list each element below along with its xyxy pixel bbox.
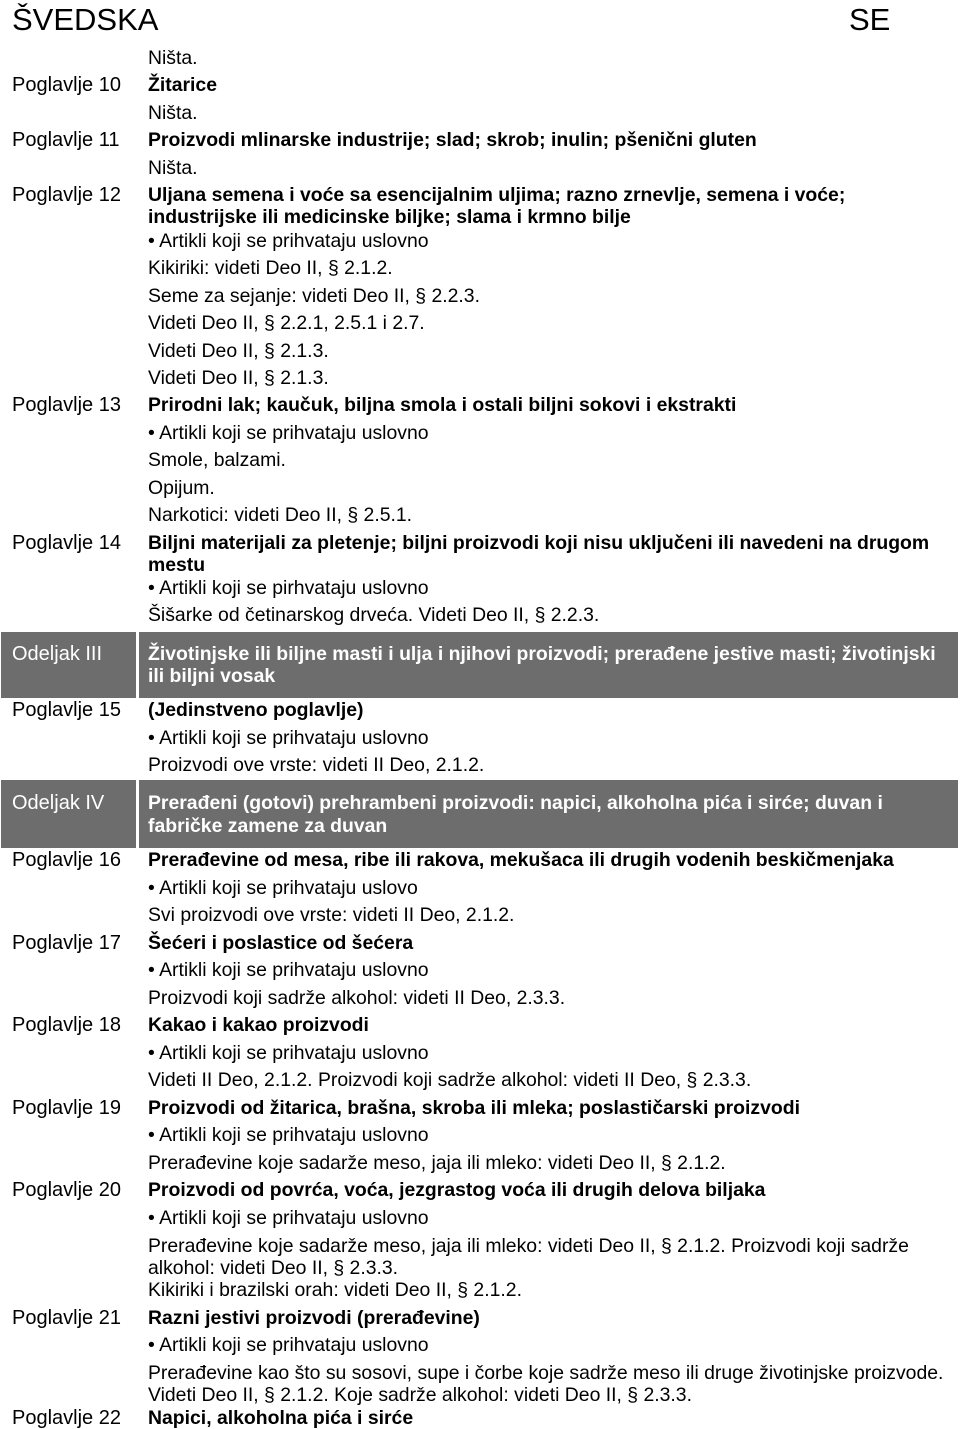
conditional-note: • Artikli koji se prihvataju uslovno xyxy=(148,1124,429,1146)
section-band-label xyxy=(1,632,136,698)
note-line: Svi proizvodi ove vrste: videti II Deo, 2.1.2. xyxy=(148,904,515,926)
chapter-title: Proizvodi mlinarske industrije; slad; skrob; inulin; pšenični gluten xyxy=(148,129,757,151)
note-line: Prerađevine koje sadarže meso, jaja ili mleko: videti Deo II, § 2.1.2. Proizvodi koji sadrže xyxy=(148,1235,909,1257)
chapter-title: Razni jestivi proizvodi (prerađevine) xyxy=(148,1307,480,1329)
note-line: Ništa. xyxy=(148,102,198,124)
note-line: Videti II Deo, 2.1.2. Proizvodi koji sadrže alkohol: videti II Deo, § 2.3.3. xyxy=(148,1069,752,1091)
chapter-label: Poglavlje 10 xyxy=(12,74,121,96)
conditional-note: • Artikli koji se prihvataju uslovno xyxy=(148,422,429,444)
note-line: Videti Deo II, § 2.2.1, 2.5.1 i 2.7. xyxy=(148,312,425,334)
section-band-label xyxy=(1,780,136,848)
conditional-note: • Artikli koji se prihvataju uslovno xyxy=(148,1207,429,1229)
chapter-title: industrijske ili medicinske biljke; slama i krmno bilje xyxy=(148,206,631,228)
conditional-note: • Artikli koji se prihvataju uslovno xyxy=(148,230,429,252)
conditional-note: • Artikli koji se pirhvataju uslovno xyxy=(148,577,429,599)
section-band-title xyxy=(139,780,958,848)
note-line: Videti Deo II, § 2.1.3. xyxy=(148,340,329,362)
chapter-title: Napici, alkoholna pića i sirće xyxy=(148,1407,414,1429)
chapter-label: Poglavlje 19 xyxy=(12,1097,121,1119)
chapter-title: (Jedinstveno poglavlje) xyxy=(148,699,364,721)
chapter-label: Poglavlje 20 xyxy=(12,1179,121,1201)
chapter-title: Proizvodi od povrća, voća, jezgrastog voća ili drugih delova biljaka xyxy=(148,1179,766,1201)
note-line: alkohol: videti Deo II, § 2.3.3. xyxy=(148,1257,399,1279)
country-code: SE xyxy=(849,2,891,37)
page-title: ŠVEDSKA xyxy=(12,2,159,37)
chapter-label: Poglavlje 22 xyxy=(12,1407,121,1429)
note-line: Seme za sejanje: videti Deo II, § 2.2.3. xyxy=(148,285,480,307)
note-line: Ništa. xyxy=(148,157,198,179)
conditional-note: • Artikli koji se prihvataju uslovno xyxy=(148,1334,429,1356)
note-line: Prerađevine koje sadarže meso, jaja ili mleko: videti Deo II, § 2.1.2. xyxy=(148,1152,726,1174)
section-title: fabričke zamene za duvan xyxy=(148,815,388,837)
chapter-title: Proizvodi od žitarica, brašna, skroba ili mleka; poslastičarski proizvodi xyxy=(148,1097,800,1119)
section-band-title xyxy=(139,632,958,698)
chapter-title: Prerađevine od mesa, ribe ili rakova, mekušaca ili drugih vodenih beskičmenjaka xyxy=(148,849,894,871)
carryover-note: Ništa. xyxy=(148,47,198,69)
section-title: Prerađeni (gotovi) prehrambeni proizvodi: napici, alkoholna pića i sirće; duvan i xyxy=(148,792,883,814)
section-label: Odeljak III xyxy=(12,643,103,665)
section-title: ili biljni vosak xyxy=(148,665,276,687)
note-line: Videti Deo II, § 2.1.3. xyxy=(148,367,329,389)
chapter-title: Prirodni lak; kaučuk, biljna smola i ostali biljni sokovi i ekstrakti xyxy=(148,394,737,416)
note-line: Kikiriki: videti Deo II, § 2.1.2. xyxy=(148,257,393,279)
chapter-label: Poglavlje 15 xyxy=(12,699,121,721)
note-line: Narkotici: videti Deo II, § 2.5.1. xyxy=(148,504,413,526)
chapter-title: Uljana semena i voće sa esencijalnim uljima; razno zrnevlje, semena i voće; xyxy=(148,184,846,206)
conditional-note: • Artikli koji se prihvataju uslovno xyxy=(148,727,429,749)
note-line: Opijum. xyxy=(148,477,215,499)
note-line: Proizvodi koji sadrže alkohol: videti II Deo, 2.3.3. xyxy=(148,987,566,1009)
chapter-label: Poglavlje 17 xyxy=(12,932,121,954)
conditional-note: • Artikli koji se prihvataju uslovno xyxy=(148,959,429,981)
note-line: Proizvodi ove vrste: videti II Deo, 2.1.2. xyxy=(148,754,485,776)
chapter-label: Poglavlje 14 xyxy=(12,532,121,554)
note-line: Šišarke od četinarskog drveća. Videti Deo II, § 2.2.3. xyxy=(148,604,600,626)
chapter-title: Žitarice xyxy=(148,74,217,96)
chapter-label: Poglavlje 13 xyxy=(12,394,121,416)
chapter-label: Poglavlje 12 xyxy=(12,184,121,206)
chapter-label: Poglavlje 11 xyxy=(12,129,120,151)
note-line: Smole, balzami. xyxy=(148,449,286,471)
conditional-note: • Artikli koji se prihvataju uslovo xyxy=(148,877,418,899)
note-line: Prerađevine kao što su sosovi, supe i čorbe koje sadrže meso ili druge životinjske proizvode. xyxy=(148,1362,944,1384)
chapter-label: Poglavlje 18 xyxy=(12,1014,121,1036)
note-line: Videti Deo II, § 2.1.2. Koje sadrže alkohol: videti Deo II, § 2.3.3. xyxy=(148,1384,692,1406)
chapter-title: Biljni materijali za pletenje; biljni proizvodi koji nisu uključeni ili navedeni na drugom xyxy=(148,532,930,554)
chapter-title: mestu xyxy=(148,554,206,576)
chapter-label: Poglavlje 21 xyxy=(12,1307,121,1329)
conditional-note: • Artikli koji se prihvataju uslovno xyxy=(148,1042,429,1064)
chapter-label: Poglavlje 16 xyxy=(12,849,121,871)
section-label: Odeljak IV xyxy=(12,792,105,814)
chapter-title: Šećeri i poslastice od šećera xyxy=(148,932,414,954)
note-line: Kikiriki i brazilski orah: videti Deo II, § 2.1.2. xyxy=(148,1279,522,1301)
chapter-title: Kakao i kakao proizvodi xyxy=(148,1014,369,1036)
section-title: Životinjske ili biljne masti i ulja i njihovi proizvodi; prerađene jestive masti; životinjski xyxy=(148,643,936,665)
